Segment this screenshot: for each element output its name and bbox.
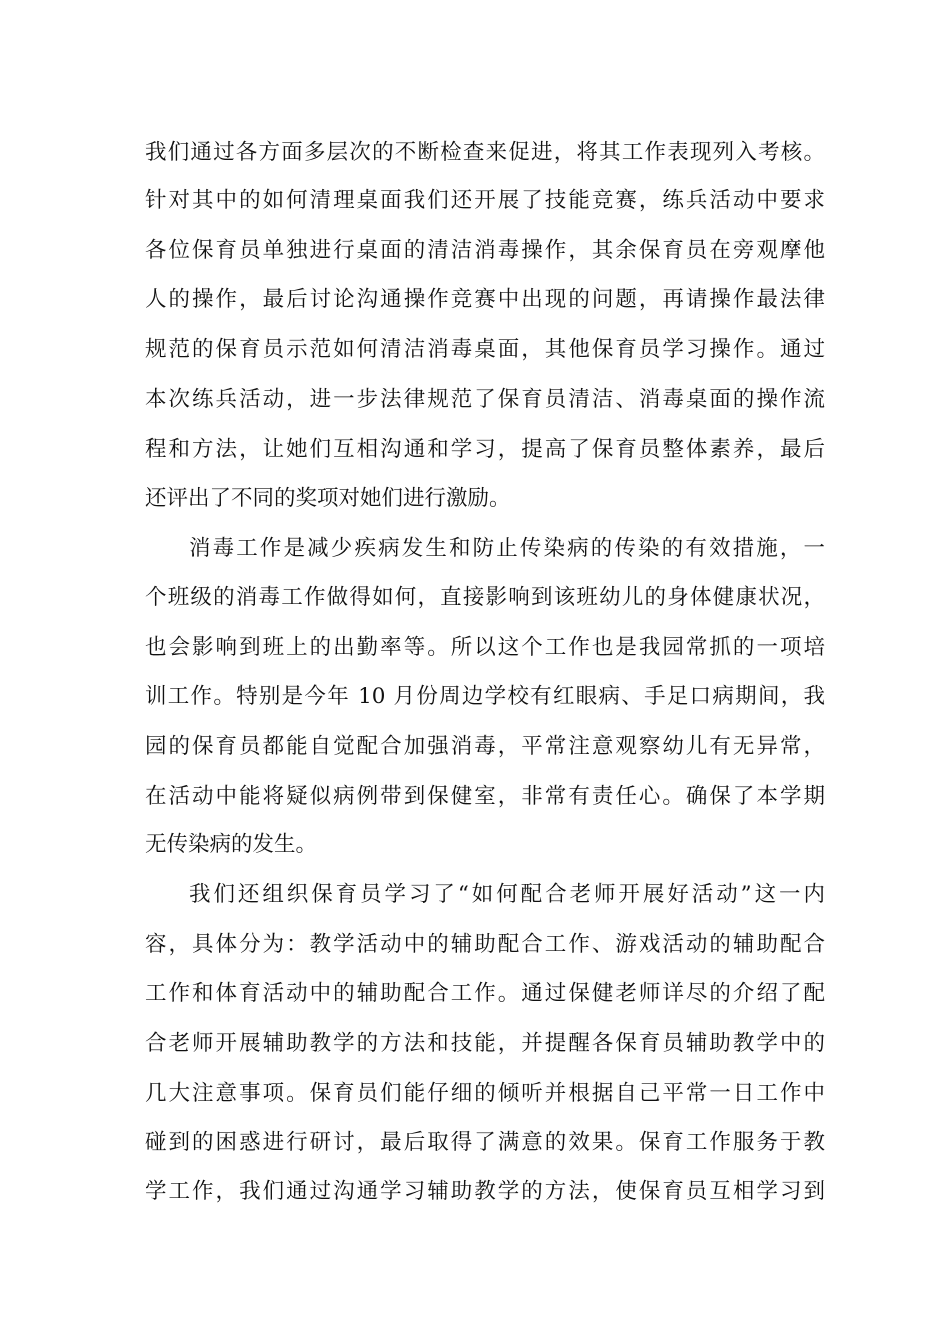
paragraph-3-line-3: 工作和体育活动中的辅助配合工作。通过保健老师详尽的介绍了配 [145, 981, 825, 1006]
paragraph-2-line-5: 园的保育员都能自觉配合加强消毒，平常注意观察幼儿有无异常， [145, 734, 825, 759]
paragraph-1-line-4: 人的操作，最后讨论沟通操作竞赛中出现的问题，再请操作最法律 [145, 287, 825, 312]
paragraph-1-line-8: 还评出了不同的奖项对她们进行激励。 [145, 486, 511, 511]
paragraph-2-line-1: 消毒工作是减少疾病发生和防止传染病的传染的有效措施，一 [189, 536, 825, 561]
paragraph-3-line-4: 合老师开展辅助教学的方法和技能，并提醒各保育员辅助教学中的 [145, 1031, 825, 1056]
paragraph-3-line-7: 学工作，我们通过沟通学习辅助教学的方法，使保育员互相学习到 [145, 1179, 825, 1204]
paragraph-2-line-6: 在活动中能将疑似病例带到保健室，非常有责任心。确保了本学期 [145, 784, 825, 809]
paragraph-1-line-5: 规范的保育员示范如何清洁消毒桌面，其他保育员学习操作。通过 [145, 337, 825, 362]
paragraph-1-line-6: 本次练兵活动，进一步法律规范了保育员清洁、消毒桌面的操作流 [145, 387, 825, 412]
paragraph-1-line-2: 针对其中的如何清理桌面我们还开展了技能竞赛，练兵活动中要求 [145, 188, 825, 213]
paragraph-3-line-1: 我们还组织保育员学习了“如何配合老师开展好活动”这一内 [189, 882, 825, 907]
paragraph-2-line-7: 无传染病的发生。 [145, 832, 318, 857]
paragraph-3-line-2: 容，具体分为：教学活动中的辅助配合工作、游戏活动的辅助配合 [145, 932, 825, 957]
paragraph-2-line-2: 个班级的消毒工作做得如何，直接影响到该班幼儿的身体健康状况， [145, 585, 825, 610]
paragraph-3-line-5: 几大注意事项。保育员们能仔细的倾听并根据自己平常一日工作中 [145, 1081, 825, 1106]
paragraph-1-line-3: 各位保育员单独进行桌面的清洁消毒操作，其余保育员在旁观摩他 [145, 238, 825, 263]
paragraph-1-line-7: 程和方法，让她们互相沟通和学习，提高了保育员整体素养，最后 [145, 437, 825, 462]
paragraph-3-line-6: 碰到的困惑进行研讨，最后取得了满意的效果。保育工作服务于教 [145, 1130, 825, 1155]
paragraph-2-line-3: 也会影响到班上的出勤率等。所以这个工作也是我园常抓的一项培 [145, 635, 825, 660]
paragraph-2-line-4: 训工作。特别是今年 10 月份周边学校有红眼病、手足口病期间，我 [145, 684, 825, 709]
paragraph-1-line-1: 我们通过各方面多层次的不断检查来促进，将其工作表现列入考核。 [145, 140, 825, 165]
